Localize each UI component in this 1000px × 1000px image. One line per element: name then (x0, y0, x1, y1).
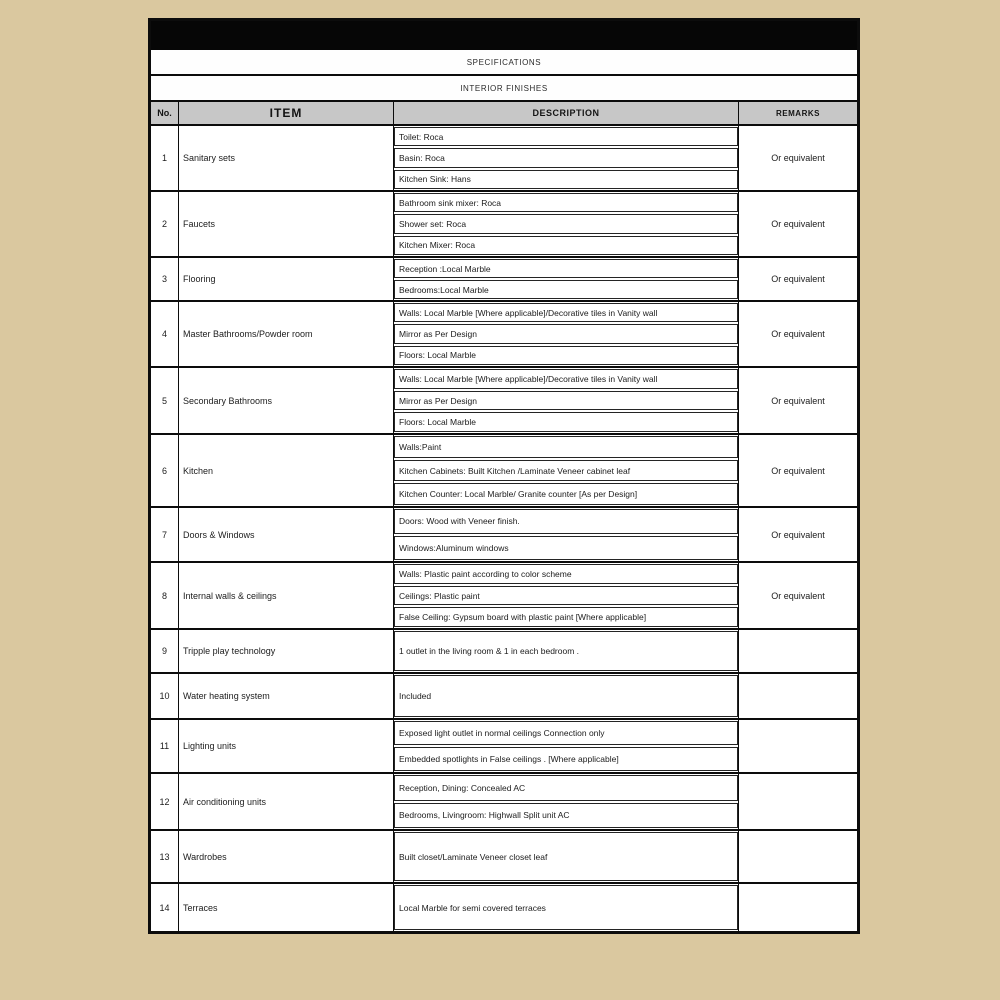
cell-description (394, 563, 739, 628)
cell-no: 8 (151, 563, 179, 628)
description-line: Walls: Plastic paint according to color scheme (394, 564, 738, 584)
cell-item: Internal walls & ceilings (179, 563, 394, 628)
description-line: Exposed light outlet in normal ceilings Connection only (394, 721, 738, 745)
description-line: Basin: Roca (394, 148, 738, 167)
cell-no: 3 (151, 258, 179, 300)
cell-item: Secondary Bathrooms (179, 368, 394, 433)
cell-item: Tripple play technology (179, 630, 394, 672)
cell-item: Air conditioning units (179, 774, 394, 829)
cell-no: 9 (151, 630, 179, 672)
column-header-item: ITEM (179, 102, 394, 124)
cell-no: 5 (151, 368, 179, 433)
cell-item: Wardrobes (179, 831, 394, 882)
table-header-row (151, 102, 857, 126)
cell-remarks: Or equivalent (771, 395, 825, 406)
table-row (151, 302, 857, 368)
description-line: Walls: Local Marble [Where applicable]/Decorative tiles in Vanity wall (394, 369, 738, 389)
table-row (151, 831, 857, 884)
cell-item: Flooring (179, 258, 394, 300)
doc-title: SPECIFICATIONS (151, 50, 857, 76)
cell-remarks: Or equivalent (771, 153, 825, 163)
column-header-no: No. (151, 102, 179, 124)
description-line: Kitchen Sink: Hans (394, 170, 738, 189)
cell-description (394, 126, 739, 190)
cell-description (394, 674, 739, 718)
description-line: Kitchen Mixer: Roca (394, 236, 738, 255)
description-line: Kitchen Counter: Local Marble/ Granite counter [As per Design] (394, 483, 738, 505)
cell-remarks: Or equivalent (771, 329, 825, 339)
description-line: Bedrooms:Local Marble (394, 280, 738, 299)
cell-description (394, 302, 739, 366)
cell-description (394, 435, 739, 506)
table-row (151, 368, 857, 435)
column-header-remarks: REMARKS (776, 108, 820, 118)
description-line: Kitchen Cabinets: Built Kitchen /Laminate Veneer cabinet leaf (394, 460, 738, 482)
cell-remarks (739, 674, 857, 718)
cell-description (394, 884, 739, 931)
cell-description (394, 774, 739, 829)
cell-description (394, 508, 739, 561)
cell-remarks: Or equivalent (771, 590, 825, 601)
table-body (151, 126, 857, 931)
cell-item: Terraces (179, 884, 394, 931)
description-line: Mirror as Per Design (394, 324, 738, 343)
description-line: Bathroom sink mixer: Roca (394, 193, 738, 212)
cell-item: Master Bathrooms/Powder room (179, 302, 394, 366)
cell-remarks: Or equivalent (771, 465, 825, 476)
table-row (151, 508, 857, 563)
doc-subtitle: INTERIOR FINISHES (151, 76, 857, 102)
cell-remarks: Or equivalent (771, 529, 825, 540)
document-page (148, 18, 860, 934)
description-line: Walls: Local Marble [Where applicable]/Decorative tiles in Vanity wall (394, 303, 738, 322)
description-line: 1 outlet in the living room & 1 in each bedroom . (394, 631, 738, 671)
cell-remarks (739, 884, 857, 931)
description-line: Bedrooms, Livingroom: Highwall Split unit AC (394, 803, 738, 829)
cell-remarks (739, 831, 857, 882)
cell-no: 7 (151, 508, 179, 561)
description-line: Floors: Local Marble (394, 346, 738, 365)
table-row (151, 884, 857, 931)
redacted-header-bar (151, 21, 857, 50)
cell-item: Faucets (179, 192, 394, 256)
cell-no: 4 (151, 302, 179, 366)
cell-no: 12 (151, 774, 179, 829)
table-row (151, 126, 857, 192)
cell-description (394, 258, 739, 300)
cell-description (394, 630, 739, 672)
description-line: Windows:Aluminum windows (394, 536, 738, 561)
table-row (151, 435, 857, 508)
cell-no: 1 (151, 126, 179, 190)
cell-description (394, 720, 739, 772)
table-row (151, 192, 857, 258)
column-header-description: DESCRIPTION (394, 102, 739, 124)
cell-remarks (739, 630, 857, 672)
cell-description (394, 831, 739, 882)
table-row (151, 720, 857, 774)
description-line: Reception, Dining: Concealed AC (394, 775, 738, 801)
description-line: False Ceiling: Gypsum board with plastic paint [Where applicable] (394, 607, 738, 627)
description-line: Mirror as Per Design (394, 391, 738, 411)
cell-remarks (739, 774, 857, 829)
cell-no: 6 (151, 435, 179, 506)
cell-no: 14 (151, 884, 179, 931)
description-line: Shower set: Roca (394, 214, 738, 233)
description-line: Local Marble for semi covered terraces (394, 885, 738, 930)
cell-item: Sanitary sets (179, 126, 394, 190)
description-line: Walls:Paint (394, 436, 738, 458)
cell-no: 11 (151, 720, 179, 772)
description-line: Doors: Wood with Veneer finish. (394, 509, 738, 534)
table-row (151, 630, 857, 674)
cell-remarks (739, 720, 857, 772)
table-row (151, 258, 857, 302)
cell-item: Lighting units (179, 720, 394, 772)
table-row (151, 563, 857, 630)
table-row (151, 674, 857, 720)
description-line: Ceilings: Plastic paint (394, 586, 738, 606)
table-row (151, 774, 857, 831)
cell-item: Doors & Windows (179, 508, 394, 561)
cell-description (394, 368, 739, 433)
cell-no: 13 (151, 831, 179, 882)
cell-no: 2 (151, 192, 179, 256)
cell-description (394, 192, 739, 256)
description-line: Embedded spotlights in False ceilings . [Where applicable] (394, 747, 738, 771)
description-line: Floors: Local Marble (394, 412, 738, 432)
cell-no: 10 (151, 674, 179, 718)
cell-item: Water heating system (179, 674, 394, 718)
description-line: Toilet: Roca (394, 127, 738, 146)
cell-remarks: Or equivalent (771, 274, 825, 284)
description-line: Included (394, 675, 738, 717)
cell-remarks: Or equivalent (771, 219, 825, 229)
description-line: Built closet/Laminate Veneer closet leaf (394, 832, 738, 881)
cell-item: Kitchen (179, 435, 394, 506)
description-line: Reception :Local Marble (394, 259, 738, 278)
